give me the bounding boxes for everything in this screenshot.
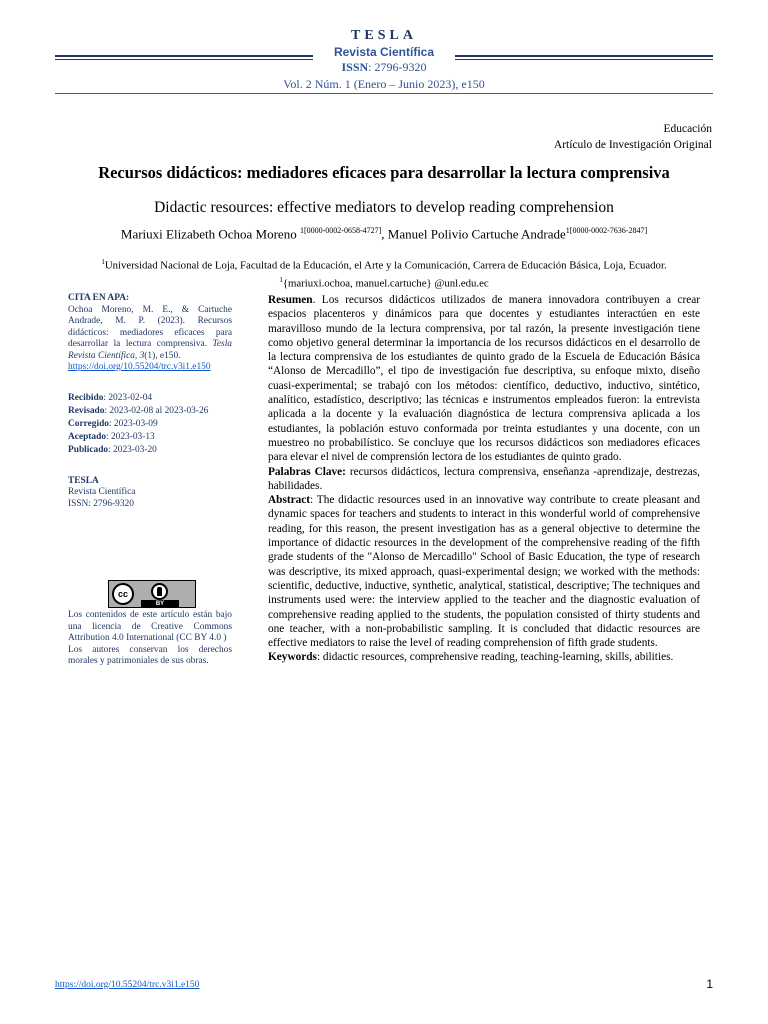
date-published-label: Publicado [68,445,109,456]
keywords-english-label: Keywords [268,651,317,664]
date-revised-value: : 2023-02-08 al 2023-03-26 [104,405,209,416]
masthead-rule-bottom [55,93,713,94]
license-notice [68,610,232,668]
footer-doi-link[interactable]: https://doi.org/10.55204/trc.v3i1.e150 [55,980,200,990]
journal-volume: Vol. 2 Núm. 1 (Enero – Junio 2023), e150 [283,77,485,91]
cc-by-license-icon[interactable] [108,580,196,608]
journal-info-subtitle: Revista Científica [68,487,136,498]
email-sup: 1 [279,275,283,284]
author-1-orcid: 1[0000-0002-0658-4727] [299,226,382,235]
date-received-value: : 2023-02-04 [103,392,153,403]
keywords-spanish-label: Palabras Clave: [268,465,346,478]
abstract-column [268,293,700,665]
date-corrected [68,418,232,431]
author-separator: , [381,226,388,242]
masthead-rule-right [455,55,713,57]
affiliation-email-line [0,273,768,291]
article-category [554,121,712,153]
citation-text [68,305,232,374]
journal-issn [0,60,768,75]
masthead-rule-left-thin [55,59,313,60]
journal-info-name: TESLA [68,475,99,486]
date-published-value: : 2023-03-20 [108,445,157,456]
title-english: Didactic resources: effective mediators to develop reading comprehension [154,199,614,216]
journal-subtitle: Revista Científica [333,45,435,59]
sidebar [68,293,232,510]
article-area: Educación [663,123,712,135]
abstract-spanish-label: Resumen [268,294,313,306]
citation-part-c: (1), e150. [144,350,181,361]
date-published [68,444,232,457]
affiliation-institution: Universidad Nacional de Loja, Facultad de la Educación, el Arte y la Comunicación, Carrera de Educación Básica, Loja, Ecuador. [104,259,667,272]
journal-info [68,476,232,511]
license-text: Los contenidos de este artículo están bajo una licencia de Creative Commons Attribution 4.0 International (CC BY 4.0 ) [68,610,232,643]
date-corrected-value: : 2023-03-09 [108,418,158,429]
journal-name: TESLA [351,28,417,43]
license-rights: Los autores conservan los derechos morales y patrimoniales de sus obras. [68,644,232,666]
abstract-spanish [268,293,700,465]
date-accepted-label: Aceptado [68,432,107,443]
citation-doi-link[interactable]: https://doi.org/10.55204/trc.v3i1.e150 [68,362,211,372]
keywords-spanish [268,465,700,494]
affiliation [0,255,768,290]
page-number: 1 [706,977,713,991]
issn-value: : 2796-9320 [368,60,427,74]
keywords-spanish-text: recursos didácticos, lectura comprensiva, enseñanza -aprendizaje, destrezas, habilidades. [268,465,701,492]
keywords-english-text: : didactic resources, comprehensive reading, teaching-learning, skills, abilities. [316,651,674,664]
dates-block [68,392,232,458]
date-revised [68,405,232,418]
date-received [68,392,232,405]
citation-part-b: , [134,350,140,361]
by-label: BY [141,600,179,608]
date-accepted [68,431,232,444]
masthead-rule-left [55,55,313,57]
masthead-rule-right-thin [455,59,713,60]
affiliation-sup: 1 [101,258,105,266]
author-1-name: Mariuxi Elizabeth Ochoa Moreno [120,226,300,242]
citation-part-a: Ochoa Moreno, M. E., & Cartuche Andrade, M. P. (2023). Recursos didácticos: mediadores eficaces para desarrollar la lectura comprensiva. [68,304,232,349]
abstract-spanish-text: . Los recursos didácticos utilizados de manera innovadora contribuyen a crear espacios placenteros y dinámicos para que docentes y estudiantes interactúen en este maravilloso mundo de la lectura comprensiva, por tal razón, la presente investigación tiene como objetivo general determinar la importancia de los recursos didácticos en el desarrollo de la lectura comprensiva de los estudiantes de quinto grado de la Escuela de Educación Básica “Alonso de Mercadillo”, el tipo de investigación fue descriptiva, su enfoque mixto, diseño cuasi-experimental; se trabajó con los métodos: científico, deductivo, inductivo, sintético, analítico, estadístico, descriptivo; las técnicas e instrumentos empleados fueron: la entrevista aplicada a la docente y la evaluación diagnóstica de lectura comprensiva aplicada a los estudiantes, la población estuvo conformada por treinta estudiantes y una docente, con un muestreo no probabilístico. Se concluye que los recursos didácticos son mediadores eficaces para elevar el nivel de comprensión lectora de los estudiantes de quinto grado. [268,294,700,464]
citation-heading: CITA EN APA: [68,293,130,303]
abstract-english [268,493,700,650]
date-received-label: Recibido [68,392,104,403]
citation-volume: 3 [139,350,145,361]
cc-icon: cc [112,583,134,605]
title-spanish: Recursos didácticos: mediadores eficaces para desarrollar la lectura comprensiva [98,163,670,182]
issn-label: ISSN [341,60,369,74]
author-2-orcid: 1[0000-0002-7636-2847] [565,226,648,235]
date-accepted-value: : 2023-03-13 [106,432,155,443]
attribution-person-icon [151,583,168,600]
abstract-english-text: : The didactic resources used in an innovative way contribute to create pleasant and dynamic spaces for teachers and students to interact in this wonderful world of comprehensive reading, for this reason, the present investigation has as a general objective to determine the importance of didactic resources in the development of the comprehensive reading of the fifth grade students of the "Alonso de Mercadillo" School of Basic Education, the type of research was descriptive, its mixed approach, quasi-experimental design; we worked with the methods: scientific, deductive, inductive, synthetic, analytical, statistical, descriptive; The techniques and instruments used were: the interview applied to the teacher and the diagnostic evaluation of comprehensive reading applied to the students, the population consisted of thirty students and one teacher, with a non-probabilistic sampling. It is concluded that didactic resources are effective mediators to raise the level of reading comprehension of fifth grade students. [268,494,700,650]
abstract-english-label: Abstract [268,494,311,507]
journal-info-issn: ISSN: 2796-9320 [68,498,134,509]
keywords-english [268,650,700,664]
date-revised-label: Revisado [68,405,105,416]
citation-journal: Tesla Revista Científica [68,339,232,361]
affiliation-email: {mariuxi.ochoa, manuel.cartuche} @unl.edu.ec [282,277,489,290]
article-type: Artículo de Investigación Original [553,139,712,151]
author-2-name: Manuel Polivio Cartuche Andrade [387,226,566,242]
date-corrected-label: Corregido [68,418,109,429]
affiliation-institution-line [0,255,768,273]
author-list [0,226,768,242]
journal-masthead [0,28,768,92]
